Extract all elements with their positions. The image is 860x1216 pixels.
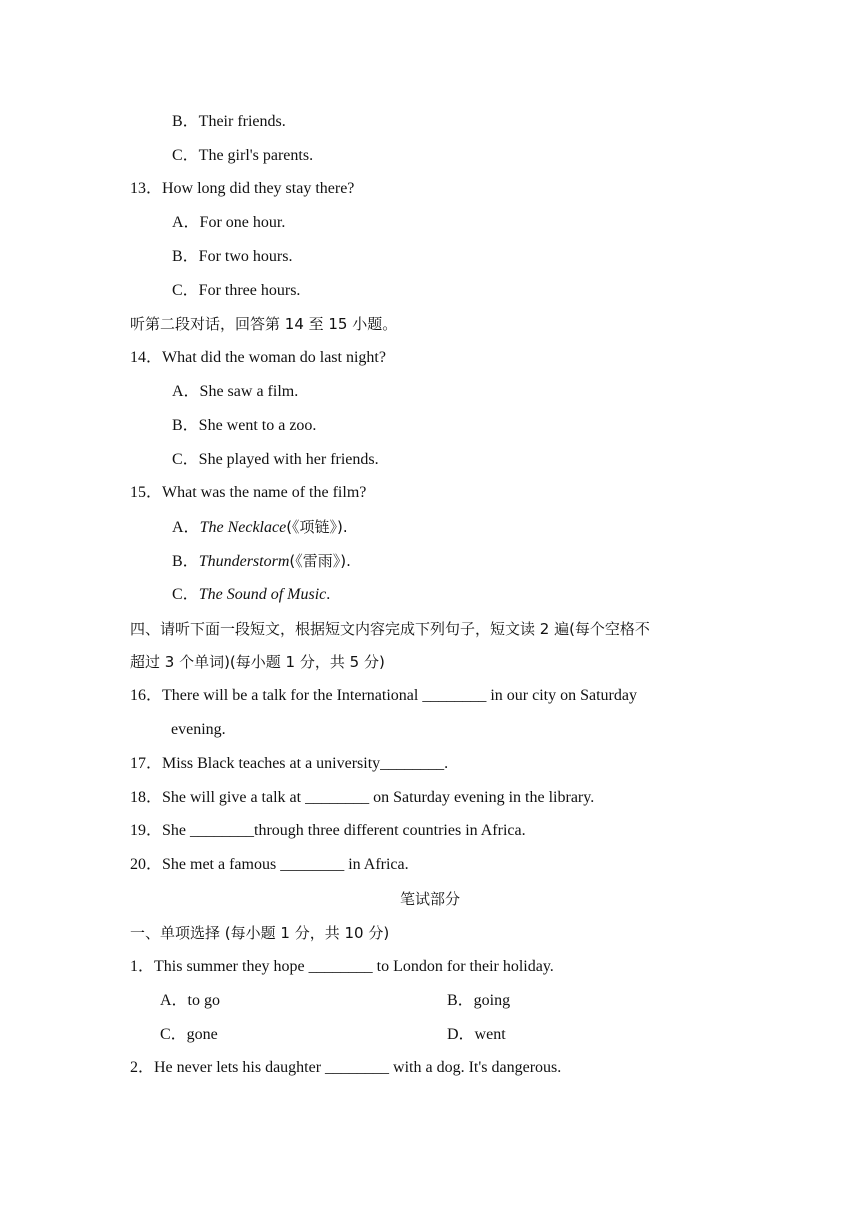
- section4-heading-line2: 超过 3 个单词)(每小题 1 分，共 5 分): [130, 653, 385, 671]
- film-title-cn: (《项链》).: [286, 518, 348, 536]
- question-19: 19．She ________through three different countries in Africa.: [130, 822, 526, 839]
- film-title: The Sound of Music: [198, 586, 327, 603]
- section4-heading-line1: 四、请听下面一段短文，根据短文内容完成下列句子，短文读 2 遍(每个空格不: [130, 620, 650, 638]
- q1-option-a: A．to go: [160, 992, 221, 1009]
- question-2: 2．He never lets his daughter ________ with a dog. It's dangerous.: [130, 1059, 562, 1076]
- q1-option-d: D．went: [447, 1026, 506, 1043]
- q14-option-b: B．She went to a zoo.: [172, 417, 317, 434]
- q15-option-c: [172, 585, 330, 605]
- q15-option-b: [172, 551, 351, 572]
- q1-option-c: C．gone: [160, 1026, 218, 1043]
- film-title: The Necklace: [199, 519, 287, 536]
- question-15: 15．What was the name of the film?: [130, 484, 367, 501]
- question-1: 1．This summer they hope ________ to London for their holiday.: [130, 958, 554, 975]
- option-letter: A．: [172, 519, 200, 536]
- written-part-title: 笔试部分: [399, 890, 460, 908]
- question-16: 16．There will be a talk for the International ________ in our city on Saturday: [130, 687, 637, 704]
- q13-option-a: A．For one hour.: [172, 214, 286, 231]
- question-16-continued: evening.: [171, 721, 226, 738]
- section1-heading: 一、单项选择 (每小题 1 分，共 10 分): [130, 924, 390, 942]
- q1-option-b: B．going: [447, 992, 511, 1009]
- q13-option-b: B．For two hours.: [172, 248, 293, 265]
- q12-option-c: C．The girl's parents.: [172, 147, 314, 164]
- option-letter: B．: [172, 553, 199, 570]
- question-20: 20．She met a famous ________ in Africa.: [130, 856, 409, 873]
- q14-option-c: C．She played with her friends.: [172, 451, 379, 468]
- film-title-cn: (《雷雨》).: [289, 552, 351, 570]
- q15-option-a: [172, 517, 348, 538]
- dialog2-instruction: 听第二段对话，回答第 14 至 15 小题。: [130, 315, 398, 333]
- film-title: Thunderstorm: [198, 553, 290, 570]
- question-17: 17．Miss Black teaches at a university________.: [130, 755, 449, 772]
- q14-option-a: A．She saw a film.: [172, 383, 299, 400]
- option-letter: C．: [172, 586, 199, 603]
- question-13: 13．How long did they stay there?: [130, 180, 355, 197]
- option-suffix: .: [326, 586, 331, 603]
- question-14: 14．What did the woman do last night?: [130, 349, 386, 366]
- q13-option-c: C．For three hours.: [172, 282, 301, 299]
- question-18: 18．She will give a talk at ________ on Saturday evening in the library.: [130, 789, 595, 806]
- q12-option-b: B．Their friends.: [172, 113, 286, 130]
